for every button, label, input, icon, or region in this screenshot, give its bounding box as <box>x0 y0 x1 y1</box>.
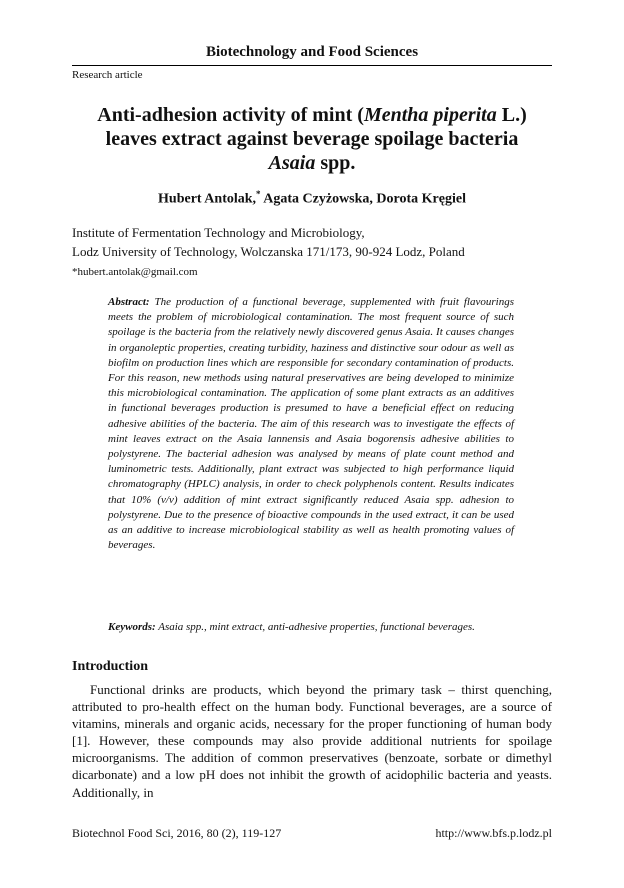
keywords-label: Keywords: <box>108 621 156 633</box>
keywords-text: Asaia spp., mint extract, anti-adhesive properties, functional beverages. <box>155 621 475 633</box>
species-name: Mentha piperita <box>363 104 497 126</box>
section-heading-introduction: Introduction <box>72 659 148 674</box>
title-line-1 <box>80 103 544 127</box>
journal-name: Biotechnology and Food Sciences <box>205 44 419 60</box>
abstract-label: Abstract: <box>108 296 150 308</box>
genus-name: Asaia <box>268 152 316 174</box>
title-line-1-post: L.) <box>496 104 527 126</box>
title-line-1-pre: Anti-adhesion activity of mint ( <box>97 104 364 126</box>
keywords <box>108 620 514 635</box>
affiliation-line-2: Lodz University of Technology, Wolczanska 171/173, 90-924 Lodz, Poland <box>72 244 465 259</box>
title-line-2: leaves extract against beverage spoilage bacteria <box>105 128 519 150</box>
footer-url[interactable]: http://www.bfs.p.lodz.pl <box>435 826 552 840</box>
footer-citation: Biotechnol Food Sci, 2016, 80 (2), 119-127 <box>72 826 282 840</box>
author-list <box>0 189 624 208</box>
header-divider <box>72 65 552 66</box>
corresponding-email: *hubert.antolak@gmail.com <box>72 266 198 278</box>
other-authors: Agata Czyżowska, Dorota Kręgiel <box>260 191 466 207</box>
title-line-3 <box>80 151 544 175</box>
article-type: Research article <box>72 69 143 81</box>
article-title <box>80 103 544 175</box>
author-1: Hubert Antolak, <box>158 191 257 207</box>
title-line-3-post: spp. <box>315 152 356 174</box>
abstract-text: The production of a functional beverage, supplemented with fruit flavourings meets the problem of microbiological contamination. The most frequent source of such spoilage is the bacteria from the relatively newly discovered genus Asaia. It causes changes in organoleptic properties, creating turbidity, haziness and distinctive sour odour as well as biofilm on production lines which are responsible for secondary contamination of products. For this reason, new methods using natural preservatives are being developed to minimize this microbiological contamination. The application of some plant extracts as an additives in functional beverages production is presumed to have a beneficial effect on reducing adhesive abilities of the bacteria. The aim of this research was to investigate the effects of mint leaves extract on the Asaia lannensis and Asaia bogorensis adhesive abilities to polystyrene. The bacterial adhesion was analysed by means of plate count method and luminometric tests. Additionally, plant extract was subjected to high performance liquid chromatography (HPLC) analysis, in order to check polyphenols content. Results indicates that 10% (v/v) addition of mint extract significantly reduced Asaia spp. adhesion to polystyrene. Due to the presence of bioactive compounds in the used extract, it can be used as an additive to increase microbiological stability as well as health promoting values of beverages. <box>108 296 514 552</box>
abstract <box>108 295 514 553</box>
affiliation <box>72 223 465 261</box>
corresponding-mark: * <box>256 189 261 199</box>
affiliation-line-1: Institute of Fermentation Technology and Microbiology, <box>72 225 365 240</box>
introduction-paragraph: Functional drinks are products, which beyond the primary task – thirst quenching, attributed to pro-health effect on the human body. Functional beverages, are a source of vitamins, minerals and organic acids, necessary for the proper functioning of human body [1]. However, these compounds may also provide additional nutrients for spoilage microorganisms. The addition of common preservatives (benzoate, sorbate or dimethyl dicarbonate) and a low pH does not inhibit the growth of acidophilic bacteria and yeasts. Additionally, in <box>72 682 552 800</box>
